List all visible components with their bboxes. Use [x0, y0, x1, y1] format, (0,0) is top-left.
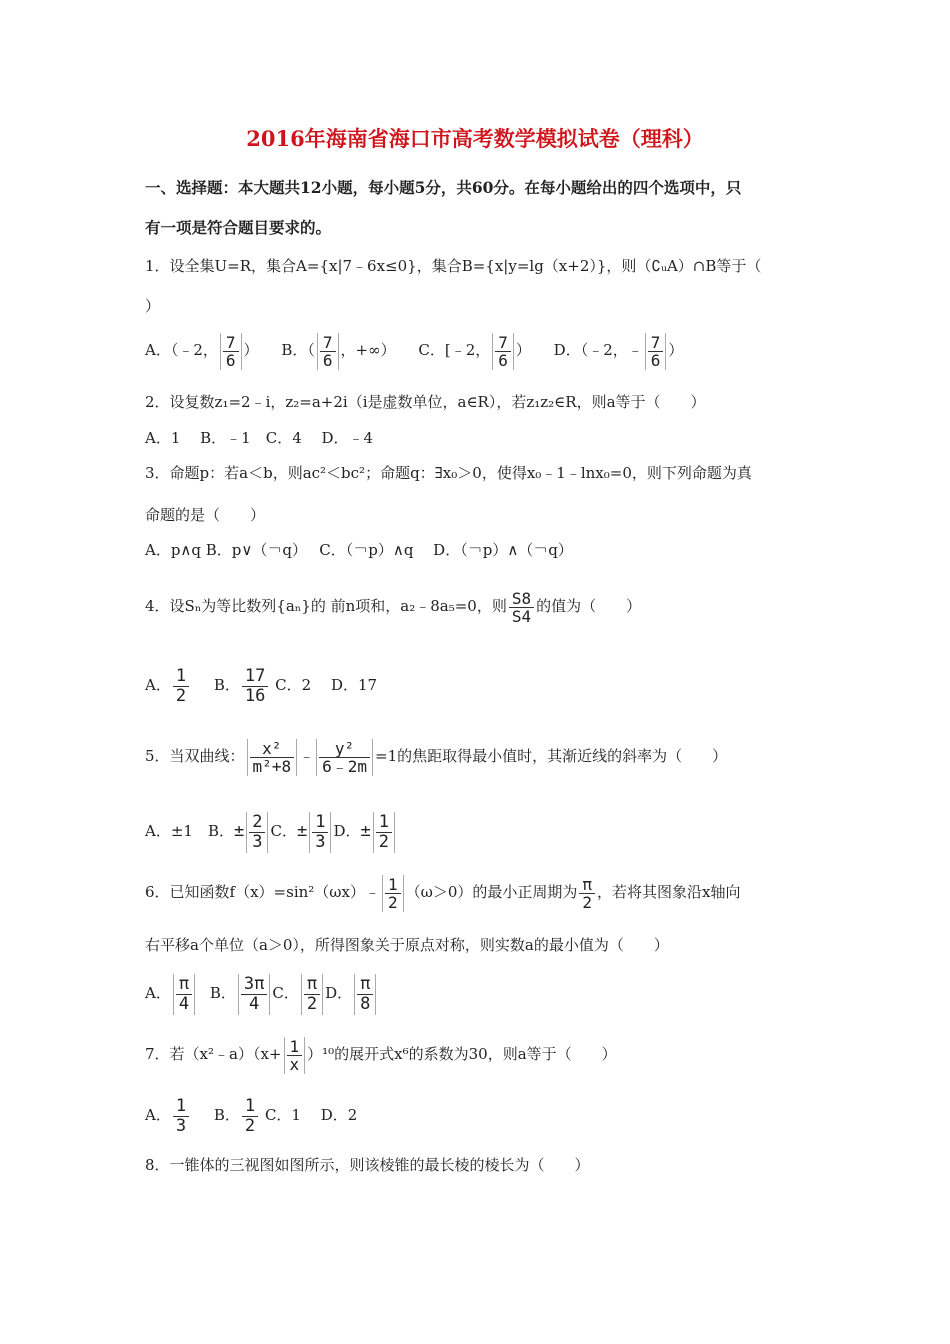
q1-a-post: ）	[243, 341, 259, 359]
q1-stem-cont: ）	[145, 297, 161, 315]
q6-stem-cont: 右平移a个单位（a＞0），所得图象关于原点对称，则实数a的最小值为（ ）	[145, 936, 669, 954]
q7-stem	[145, 1030, 617, 1078]
q6-stem	[145, 866, 741, 918]
section-heading-line1: 一、选择题：本大题共12小题，每小题5分，共60分。在每小题给出的四个选项中，只	[145, 178, 742, 197]
q7-b-pre: B．	[213, 1106, 240, 1124]
q6-c-fraction: $\frac{\pi}{2}$	[301, 974, 323, 1015]
section-heading-line2: 有一项是符合题目要求的。	[145, 218, 332, 237]
q1-stem: 1．设全集U=R，集合A={x|7﹣6x≤0}，集合B={x|y=lg（x+2）}，则（∁ᵤA）∩B等于（	[145, 257, 762, 275]
q1-options	[145, 330, 683, 370]
q4-stem	[145, 580, 641, 632]
q5-ab-pre: A．±1 B．	[145, 822, 234, 840]
q2-options: A．1 B．﹣1 C．4 D．﹣4	[145, 429, 374, 447]
q5-stem	[145, 726, 727, 786]
q1-c-pre: C．[﹣2，	[418, 341, 491, 359]
q1-a-fraction: $\frac{7}{6}$	[220, 333, 242, 370]
q1-b-post: ，+∞）	[340, 341, 396, 359]
q5-stem-pre: 5．当双曲线：	[145, 747, 245, 765]
q4-b-fraction: $\frac{17}{16}$	[242, 667, 268, 706]
q6-c-pre: C．	[272, 984, 299, 1002]
q5-y-fraction: $\frac{\text{y²}}{6﹣2m}$	[316, 739, 373, 776]
q4-stem-pre: 4．设Sₙ为等比数列{aₙ}的 前n项和，a₂﹣8a₅=0，则	[145, 597, 507, 615]
q1-c-post: ）	[515, 341, 531, 359]
q7-b-fraction: $\frac{1}{2}$	[242, 1097, 258, 1136]
q4-a-pre: A．	[145, 676, 171, 694]
q5-minus: ﹣	[299, 747, 315, 765]
q7-a-fraction: $\frac{1}{3}$	[173, 1097, 189, 1136]
q4-ratio-fraction: $\frac{S8}{S4}$	[509, 590, 534, 625]
q7-cd-options: C．1 D．2	[264, 1106, 358, 1124]
q5-c-fraction: $\frac{1}{3}$	[309, 812, 331, 853]
q6-stem-mid: （ω＞0）的最小正周期为	[405, 883, 578, 901]
q3-stem-cont: 命题的是（ ）	[145, 506, 266, 524]
q4-b-pre: B．	[213, 676, 240, 694]
q5-options	[145, 808, 397, 854]
q7-inverse-x-fraction: $\frac{1}{x}$	[284, 1037, 306, 1074]
q6-b-pre: B．	[209, 984, 236, 1002]
q5-c-pm: ±	[296, 821, 308, 841]
q4-stem-post: 的值为（ ）	[536, 597, 642, 615]
q1-c-fraction: $\frac{7}{6}$	[492, 333, 514, 370]
q6-a-pre: A．	[145, 984, 171, 1002]
q5-b-pm: ±	[233, 821, 245, 841]
q1-d-fraction: $\frac{7}{6}$	[645, 333, 667, 370]
q6-d-fraction: $\frac{\pi}{8}$	[354, 974, 376, 1015]
q6-b-fraction: $\frac{3\pi}{4}$	[238, 974, 270, 1015]
q5-stem-post: =1的焦距取得最小值时，其渐近线的斜率为（ ）	[375, 747, 728, 765]
q5-d-pre: D．	[333, 822, 361, 840]
q6-half-fraction: $\frac{1}{2}$	[382, 875, 404, 912]
q6-options	[145, 970, 378, 1016]
page-title: 2016年海南省海口市高考数学模拟试卷（理科）	[246, 126, 704, 151]
q5-b-fraction: $\frac{2}{3}$	[246, 812, 268, 853]
q1-d-post: ）	[668, 341, 684, 359]
q6-a-fraction: $\frac{\pi}{4}$	[173, 974, 195, 1015]
q5-d-fraction: $\frac{1}{2}$	[373, 812, 395, 853]
q4-options	[145, 662, 377, 708]
q6-d-pre: D．	[325, 984, 353, 1002]
q6-stem-pre: 6．已知函数f（x）=sin²（ωx）﹣	[145, 883, 380, 901]
q1-d-pre: D．（﹣2，﹣	[553, 341, 643, 359]
q4-a-fraction: $\frac{1}{2}$	[173, 667, 189, 706]
q6-period-fraction: $\frac{\pi}{2}$	[579, 876, 595, 911]
q7-stem-post: ）¹⁰的展开式x⁶的系数为30，则a等于（ ）	[307, 1045, 617, 1063]
q4-cd-options: C．2 D．17	[275, 676, 378, 694]
q6-stem-post: ，若将其图象沿x轴向	[597, 883, 741, 901]
q3-stem: 3．命题p：若a＜b，则ac²＜bc²；命题q：∃x₀＞0，使得x₀﹣1﹣lnx₀=0，则下列命题为真	[145, 464, 752, 482]
q7-stem-pre: 7．若（x²﹣a）（x+	[145, 1045, 282, 1063]
q7-options	[145, 1092, 357, 1138]
q1-a-pre: A．（﹣2，	[145, 341, 218, 359]
q5-d-pm: ±	[360, 821, 371, 841]
q1-b-pre: B．（	[281, 341, 315, 359]
q8-stem: 8．一锥体的三视图如图所示，则该棱锥的最长棱的棱长为（ ）	[145, 1156, 590, 1174]
q3-options: A．p∧q B．p∨（￢q） C．（￢p）∧q D．（￢p）∧（￢q）	[145, 541, 573, 559]
q7-a-pre: A．	[145, 1106, 171, 1124]
q5-x-fraction: $\frac{\text{x²}}{\text{m²+8}}$	[247, 739, 298, 776]
q5-c-pre: C．	[270, 822, 297, 840]
q2-stem: 2．设复数z₁=2﹣i，z₂=a+2i（i是虚数单位，a∈R），若z₁z₂∈R，则a等于（ ）	[145, 393, 706, 411]
q1-b-fraction: $\frac{7}{6}$	[317, 333, 339, 370]
